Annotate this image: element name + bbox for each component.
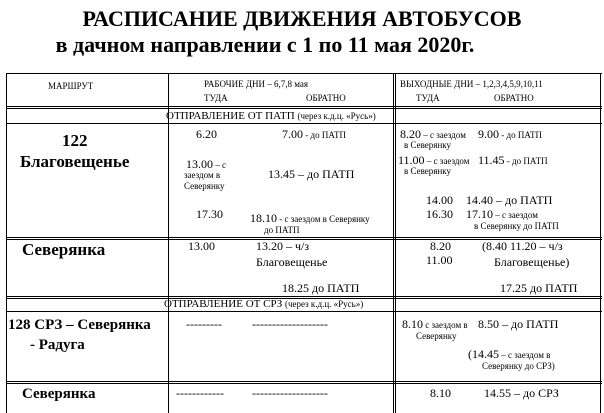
route-128-name: 128 СРЗ – Северянка [8,317,151,333]
time-note: - до ПАТП [499,130,543,140]
time-value: 8.10 [402,317,423,331]
time-cell: (8.40 11.20 – ч/з [482,239,563,253]
time-note: - с заездом в Северянку [277,214,370,224]
time-value: 11.00 [398,153,425,167]
section2-divider [6,311,602,312]
section1-divider [6,123,602,124]
time-note: Северянку [184,181,225,191]
section-label [164,298,363,310]
time-value: 9.00 [478,127,499,141]
schedule-table [6,73,602,413]
time-cell: 14.00 [426,193,453,207]
time-cell: 8.10 [430,386,451,400]
time-value: 13.00 [186,157,213,171]
time-cell: 8.50 – до ПАТП [478,317,559,331]
header-workdays: РАБОЧИЕ ДНИ – 6,7,8 мая [204,79,308,89]
header-weekends-there: ТУДА [416,93,440,103]
time-cell: Благовещенье [256,255,328,269]
header-weekends: ВЫХОДНЫЕ ДНИ – 1,2,3,4,5,9,10,11 [400,79,543,89]
table-border-top [6,73,602,74]
section-note: (через к.д.ц. «Русь») [297,111,376,121]
table-border-right [600,73,601,413]
section-label-text: ОТПРАВЛЕНИЕ ОТ СРЗ [164,298,283,310]
section-note: (через к.д.ц. «Русь») [284,299,364,309]
page-subtitle: в дачном направлении с 1 по 11 мая 2020г. [55,32,475,57]
time-cell: 16.30 [426,207,453,221]
time-note: – с заездом [424,156,470,166]
time-cell: 8.20 [430,239,451,253]
time-note: – с [213,160,226,170]
time-note: – с заездом в [499,350,551,360]
time-value: 11.45 [478,153,505,167]
time-cell [478,153,548,168]
time-cell: 18.25 до ПАТП [282,281,360,295]
time-note: Северянку [416,331,457,341]
table-border-left [6,73,7,413]
time-note: Северянку до СРЗ) [482,361,555,371]
header-divider [6,106,602,109]
column-divider [393,73,396,413]
time-cell: 14.55 – до СРЗ [484,386,559,400]
time-cell [402,317,468,332]
time-cell: 13.00 [188,239,215,253]
time-cell: 17.30 [196,207,223,221]
time-note: – с заездом [493,210,538,220]
time-cell: 6.20 [196,127,217,141]
time-note: – с заездом [421,130,466,140]
route-severyanka-2-name: Северянка [22,386,96,402]
time-cell [250,211,370,226]
route-severyanka-name: Северянка [22,240,106,259]
time-note: до ПАТП [264,225,300,235]
time-note: - до ПАТП [504,156,548,166]
time-cell [478,127,542,142]
time-value: 17.10 [466,207,493,221]
route-122-name: Благовещенье [20,152,130,171]
time-note: в Северянку [404,140,451,150]
time-note: - до ПАТП [303,130,347,140]
time-cell: 13.20 – ч/з [256,239,310,253]
time-cell [466,207,538,222]
section-label [166,110,376,122]
section-label-text: ОТПРАВЛЕНИЕ ОТ ПАТП [166,110,295,122]
header-workdays-back: ОБРАТНО [306,93,346,103]
time-cell: Благовещенье) [494,255,570,269]
time-value: 8.20 [400,127,421,141]
time-value: (14.45 [468,347,499,361]
time-note: заездом в [184,170,221,180]
time-cell [468,347,550,362]
header-route: МАРШРУТ [48,81,94,91]
time-cell: 17.25 до ПАТП [500,281,578,295]
time-cell: 11.00 [426,253,453,267]
route-122-number: 122 [62,131,88,150]
empty-cell: ------------ [176,386,224,400]
time-value: 18.10 [250,211,277,225]
empty-cell: --------- [186,317,222,331]
header-workdays-there: ТУДА [204,93,228,103]
time-note: с заездом в [423,320,468,330]
column-divider [168,73,169,413]
time-value: 7.00 [282,127,303,141]
empty-cell: ------------------- [252,317,328,331]
time-cell [282,127,346,142]
page-title: РАСПИСАНИЕ ДВИЖЕНИЯ АВТОБУСОВ [82,6,522,31]
empty-cell: ------------------- [252,386,328,400]
time-note: в Северянку до ПАТП [474,221,559,231]
time-note: в Северянку [404,166,451,176]
time-cell: 13.45 – до ПАТП [268,167,355,181]
time-cell: 14.40 – до ПАТП [466,193,553,207]
header-weekends-back: ОБРАТНО [494,93,534,103]
row-divider [6,381,602,384]
route-128-name-cont: - Радуга [30,337,85,353]
